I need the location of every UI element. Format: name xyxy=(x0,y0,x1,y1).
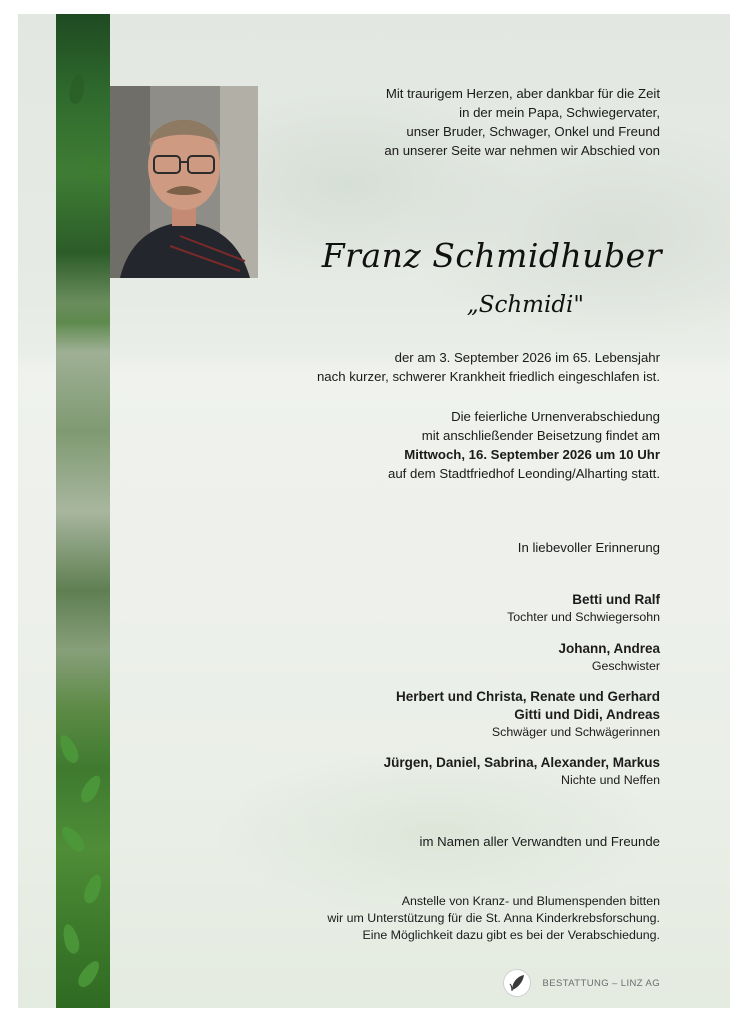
family-group xyxy=(558,640,660,674)
leaf-decoration xyxy=(75,958,104,991)
leaf-decoration xyxy=(56,732,81,765)
family-relation: Geschwister xyxy=(591,659,660,673)
leaf-decoration xyxy=(58,823,88,855)
family-names: Jürgen, Daniel, Sabrina, Alexander, Markus xyxy=(383,755,660,770)
on-behalf-text: im Namen aller Verwandten und Freunde xyxy=(419,834,660,849)
leaf-decoration xyxy=(81,873,104,906)
family-relation: Schwäger und Schwägerinnen xyxy=(491,725,660,739)
intro-line: an unserer Seite war nehmen wir Abschied von xyxy=(384,143,660,158)
obituary-card xyxy=(18,14,730,1008)
leaf-decoration xyxy=(77,773,104,806)
leaf-decoration xyxy=(68,73,87,105)
portrait-photo xyxy=(110,86,258,278)
death-notice xyxy=(317,348,660,386)
donation-line: wir um Unterstützung für die St. Anna Kinderkrebsforschung. xyxy=(327,911,660,925)
family-names: Johann, Andrea xyxy=(558,641,660,656)
green-strip xyxy=(56,14,110,1008)
family-names: Herbert und Christa, Renate und Gerhard xyxy=(395,689,660,704)
ceremony-location: auf dem Stadtfriedhof Leonding/Alharting statt. xyxy=(388,466,660,481)
family-group xyxy=(507,591,660,625)
deceased-name: Franz Schmidhuber xyxy=(321,236,662,275)
leaf-decoration xyxy=(60,923,81,956)
donation-text xyxy=(327,893,660,944)
donation-line: Eine Möglichkeit dazu gibt es bei der Verabschiedung. xyxy=(362,928,660,942)
family-relation: Nichte und Neffen xyxy=(561,773,660,787)
donation-line: Anstelle von Kranz- und Blumenspenden bitten xyxy=(401,894,660,908)
intro-line: Mit traurigem Herzen, aber dankbar für die Zeit xyxy=(385,86,660,101)
ceremony-info xyxy=(388,407,660,483)
leaf-decoration xyxy=(81,153,104,186)
family-relation: Tochter und Schwiegersohn xyxy=(507,610,660,624)
memory-text: In liebevoller Erinnerung xyxy=(517,540,660,555)
intro-text xyxy=(384,84,660,160)
portrait-illustration xyxy=(110,86,258,278)
family-names: Betti und Ralf xyxy=(572,592,660,607)
deceased-nickname: „Schmidi" xyxy=(466,292,584,318)
death-line: nach kurzer, schwerer Krankheit friedlich eingeschlafen ist. xyxy=(316,369,660,384)
family-group xyxy=(396,688,660,740)
leaf-logo-icon xyxy=(503,969,531,997)
intro-line: unser Bruder, Schwager, Onkel und Freund xyxy=(406,124,660,139)
logo-text: BESTATTUNG – LINZ AG xyxy=(542,977,660,989)
death-line: der am 3. September 2026 im 65. Lebensjahr xyxy=(394,350,660,365)
family-names: Gitti und Didi, Andreas xyxy=(514,707,660,722)
ceremony-datetime: Mittwoch, 16. September 2026 um 10 Uhr xyxy=(404,447,660,462)
family-group xyxy=(384,754,660,788)
ceremony-line: mit anschließender Beisetzung findet am xyxy=(421,428,660,443)
ceremony-line: Die feierliche Urnenverabschiedung xyxy=(451,409,660,424)
intro-line: in der mein Papa, Schwiegervater, xyxy=(459,105,660,120)
funeral-home-logo xyxy=(503,969,660,997)
